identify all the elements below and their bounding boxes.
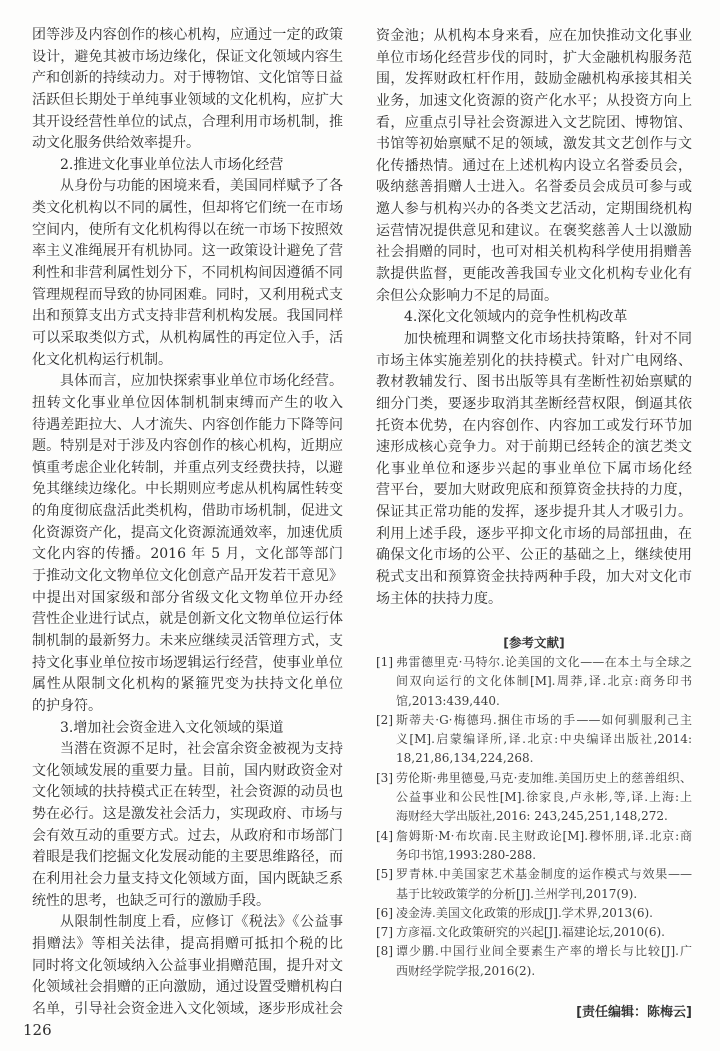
- paragraph: [32, 912, 343, 1020]
- text-line: 管理规程而导致的协同困难。同时，又利用税式支: [32, 286, 343, 303]
- text-line: 团等涉及内容创作的核心机构，应通过一定的政策: [32, 27, 343, 43]
- text-line: 统性的思考，也缺乏可行的激励手段。: [32, 892, 270, 909]
- text-line: 单位市场化经营步伐的同时，扩大金融机构服务范: [376, 49, 692, 66]
- reference-line: [376, 769, 692, 788]
- reference-text: 詹姆斯·M·布坎南.民主财政论[M].穆怀朋,译.北京:商: [396, 828, 692, 843]
- text-line: 速形成核心竞争力。对于前期已经转企的演艺类文: [376, 439, 692, 456]
- text-line: 从限制性制度上看，应修订《税法》《公益事: [60, 914, 343, 931]
- text-line: 营性企业进行试点，就是创新文化文物单位运行体: [32, 611, 343, 628]
- reference-number: [2]: [376, 712, 393, 727]
- paragraph: [376, 26, 692, 307]
- reference-line: [376, 942, 692, 961]
- text-line: 在利用社会力量支持文化领域方面，国内既缺乏系: [32, 870, 343, 887]
- text-line: 同时将文化领域纳入公益事业捐赠范围，提升对文: [32, 957, 343, 974]
- reference-text: 劳伦斯·弗里德曼,马克·麦加维.美国历史上的慈善组织、: [396, 770, 692, 785]
- text-line: 款提供监督，更能改善我国专业文化机构专业化有: [376, 266, 692, 283]
- text-line: 书馆等初始禀赋不足的领域，激发其文艺创作与文: [376, 136, 692, 153]
- reference-text: 弗雷德里克·马特尔.论美国的文化——在本土与全球之: [396, 655, 692, 669]
- reference-text: 谭少鹏.中国行业间全要素生产率的增长与比较[J].广: [396, 944, 692, 959]
- text-line: 营平台，要加大财政兜底和预算资金扶持的力度，: [376, 482, 692, 499]
- text-line: 持文化事业单位按市场逻辑运行经营，使事业单位: [32, 654, 343, 671]
- text-line: 属性从限制文化机构的紧箍咒变为扶持文化单位: [32, 676, 343, 693]
- text-line: 细分门类，要逐步取消其垄断经营权限，倒逼其依: [376, 395, 692, 412]
- text-line: 类文化机构以不同的属性，但却将它们统一在市场: [32, 200, 343, 217]
- reference-text: 18,21,86,134,224,268.: [396, 751, 534, 766]
- text-line: 利性和非营利属性划分下，不同机构间因遵循不同: [32, 265, 343, 282]
- text-line: 税式支出和预算资金扶持两种手段，加大对文化市: [376, 569, 692, 586]
- reference-number: [5]: [376, 867, 393, 882]
- heading-text: 2.推进文化事业单位法人市场化经营: [60, 156, 284, 173]
- reference-line: [376, 807, 692, 826]
- text-line: 产和创新的持续动力。对于博物馆、文化馆等日益: [32, 70, 343, 87]
- text-line: 捐赠法》等相关法律，提高捐赠可抵扣个税的比: [32, 935, 343, 952]
- reference-text: 斯蒂夫·G·梅德玛.捆住市场的手——如何驯服利己主: [396, 712, 692, 727]
- reference-line: [376, 711, 692, 730]
- text-line: 保证其正常功能的发挥，逐步提升其人才吸引力。: [376, 504, 692, 521]
- text-line: 利用上述手段，逐步平抑文化市场的局部扭曲，在: [376, 525, 692, 542]
- text-line: 吸纳慈善捐赠人士进入。名誉委员会成员可参与或: [376, 179, 692, 196]
- paragraph: [376, 329, 692, 610]
- text-line: 的护身符。: [32, 697, 102, 714]
- responsible-editor-note: [责任编辑：陈梅云]: [576, 1005, 692, 1020]
- text-line: 化传播热情。通过在上述机构内设立名誉委员会，: [376, 157, 692, 174]
- text-line: 活跃但长期处于单纯事业领域的文化机构，应扩大: [32, 91, 343, 108]
- text-line: 确保文化市场的公平、公正的基础之上，继续使用: [376, 547, 692, 564]
- reference-line: [376, 885, 692, 904]
- section-heading: [376, 307, 692, 329]
- text-line: 待遇差距拉大、人才流失、内容创作能力下降等问: [32, 416, 343, 433]
- text-line: 围，发挥财政杠杆作用，鼓励金融机构承接其相关: [376, 71, 692, 88]
- text-line: 文化内容的传播。2016 年 5 月，文化部等部门: [32, 546, 343, 563]
- text-line: 社会捐赠的同时，也可对相关机构科学使用捐赠善: [376, 244, 692, 261]
- reference-number: [1]: [376, 655, 393, 669]
- text-line: 题。特别是对于涉及内容创作的核心机构，近期应: [32, 438, 343, 455]
- reference-line: [376, 788, 692, 807]
- text-line: 中提出对国家级和部分省级文化文物单位开办经: [32, 589, 343, 606]
- reference-text: 基于比较政策学的分析[J].兰州学刊,2017(9).: [396, 886, 638, 901]
- left-column: [32, 25, 343, 1020]
- reference-item: [376, 865, 692, 904]
- reference-line: [376, 904, 692, 923]
- reference-text: 务印书馆,1993:280-288.: [396, 847, 537, 862]
- text-line: 势在必行。这是激发社会活力，实现政府、市场与: [32, 806, 343, 823]
- text-line: 邀人参与机构兴办的各类文艺活动，定期围绕机构: [376, 201, 692, 218]
- text-line: 加快梳理和调整文化市场扶持策略，针对不同: [404, 330, 692, 347]
- text-line: 化文化机构运行机制。: [32, 351, 172, 368]
- text-line: 会有效互动的重要方式。过去，从政府和市场部门: [32, 827, 343, 844]
- references-list: [376, 653, 692, 981]
- text-line: 名单，引导社会资金进入文化领域，逐步形成社会: [32, 1000, 343, 1017]
- reference-text: 海财经大学出版社,2016: 243,245,251,148,272.: [396, 809, 668, 824]
- text-line: 率主义准绳展开有机协同。这一政策设计避免了营: [32, 243, 343, 260]
- reference-number: [6]: [376, 905, 393, 920]
- reference-text: 罗青林.中美国家艺术基金制度的运作模式与效果——: [396, 867, 692, 882]
- text-line: 看，应重点引导社会资源进入文艺院团、博物馆、: [376, 114, 692, 131]
- text-line: 市场主体实施差别化的扶持模式。针对广电网络、: [376, 352, 692, 369]
- text-line: 于推动文化文物单位文化创意产品开发若干意见》: [32, 568, 343, 585]
- reference-text: 西财经学院学报,2016(2).: [396, 963, 536, 978]
- text-line: 空间内，使所有文化机构得以在统一市场下按照效: [32, 221, 343, 238]
- text-line: 制机制的最新努力。未来应继续灵活管理方式，支: [32, 632, 343, 649]
- reference-line: [376, 865, 692, 884]
- text-line: 设计，避免其被市场边缘化，保证文化领域内容生: [32, 48, 343, 65]
- section-heading: [32, 718, 343, 740]
- reference-item: [376, 942, 692, 981]
- references-section: [376, 633, 692, 981]
- reference-item: [376, 769, 692, 827]
- text-line: 教材教辅发行、图书出版等具有垄断性初始禀赋的: [376, 374, 692, 391]
- reference-text: 馆,2013:439,440.: [396, 693, 500, 708]
- reference-item: [376, 653, 692, 711]
- heading-text: 3.增加社会资金进入文化领域的渠道: [60, 719, 284, 736]
- text-line: 慎重考虑企业化转制，并重点列支经费扶持，以避: [32, 459, 343, 476]
- text-line: 的角度彻底盘活此类机构，借助市场机制，促进文: [32, 503, 343, 520]
- text-line: 从身份与功能的困境来看，美国同样赋予了各: [60, 178, 343, 195]
- text-line: 业务，加速文化资源的资产化水平；从投资方向上: [376, 92, 692, 109]
- heading-text: 4.深化文化领域内的竞争性机构改革: [404, 309, 628, 326]
- reference-line: [376, 730, 692, 749]
- reference-text: 公益事业和公民性[M].徐家良,卢永彬,等,译.上海:上: [396, 790, 692, 805]
- text-line: 可以采取类似方式，从机构属性的再定位入手，活: [32, 329, 343, 346]
- text-line: 着眼是我们挖掘文化发展动能的主要思维路径，而: [32, 849, 343, 866]
- reference-text: 凌金涛.美国文化政策的形成[J].学术界,2013(6).: [396, 905, 653, 920]
- reference-number: [7]: [376, 925, 393, 940]
- text-line: 余但公众影响力不足的局面。: [376, 287, 558, 304]
- paragraph: [32, 25, 343, 155]
- reference-item: [376, 923, 692, 942]
- text-line: 化领域社会捐赠的正向激励，通过设置受赠机构白: [32, 979, 343, 996]
- paragraph: [32, 176, 343, 371]
- reference-text: 义[M].启蒙编译所,译.北京:中央编译出版社,2014:: [396, 732, 692, 747]
- reference-item: [376, 827, 692, 866]
- text-line: 出和预算支出方式支持非营利机构发展。我国同样: [32, 308, 343, 325]
- reference-line: [376, 692, 692, 711]
- references-heading: [参考文献]: [503, 635, 565, 650]
- reference-line: [376, 923, 692, 942]
- text-line: 资金池；从机构本身来看，应在加快推动文化事业: [376, 28, 692, 44]
- text-line: 化资源资产化，提高文化资源流通效率，加速优质: [32, 524, 343, 541]
- text-line: 文化领域的扶持模式正在转型，社会资源的动员也: [32, 784, 343, 801]
- section-heading: [32, 155, 343, 177]
- text-line: 场主体的扶持力度。: [376, 590, 502, 607]
- right-column: [376, 26, 692, 610]
- page-number: 126: [23, 1021, 52, 1039]
- text-line: 化事业单位和逐步兴起的事业单位下属市场化经: [376, 460, 692, 477]
- text-line: 具体而言，应加快探索事业单位市场化经营。: [60, 373, 343, 390]
- text-line: 托资本优势，在内容创作、内容加工或发行环节加: [376, 417, 692, 434]
- reference-text: 间双向运行的文化体制[M].周莽,译.北京:商务印书: [396, 674, 692, 689]
- text-line: 免其继续边缘化。中长期则应考虑从机构属性转变: [32, 481, 343, 498]
- text-line: 当潜在资源不足时，社会富余资金被视为支持: [60, 741, 343, 758]
- text-line: 动文化服务供给效率提升。: [32, 135, 200, 152]
- reference-line: [376, 749, 692, 768]
- reference-number: [3]: [376, 770, 393, 785]
- reference-item: [376, 711, 692, 769]
- reference-line: [376, 672, 692, 691]
- paragraph: [32, 739, 343, 912]
- reference-number: [4]: [376, 828, 393, 843]
- reference-text: 方彦福.文化政策研究的兴起[J].福建论坛,2010(6).: [396, 925, 665, 940]
- reference-line: [376, 846, 692, 865]
- reference-line: [376, 653, 692, 672]
- reference-number: [8]: [376, 944, 393, 959]
- paragraph: [32, 371, 343, 717]
- text-line: 文化领域发展的重要力量。目前，国内财政资金对: [32, 762, 343, 779]
- reference-line: [376, 962, 692, 981]
- text-line: 其开设经营性单位的试点，合理利用市场机制，推: [32, 113, 343, 130]
- reference-item: [376, 904, 692, 923]
- text-line: 扭转文化事业单位因体制机制束缚而产生的收入: [32, 394, 343, 411]
- reference-line: [376, 827, 692, 846]
- text-line: 运营情况提供意见和建议。在褒奖慈善人士以激励: [376, 222, 692, 239]
